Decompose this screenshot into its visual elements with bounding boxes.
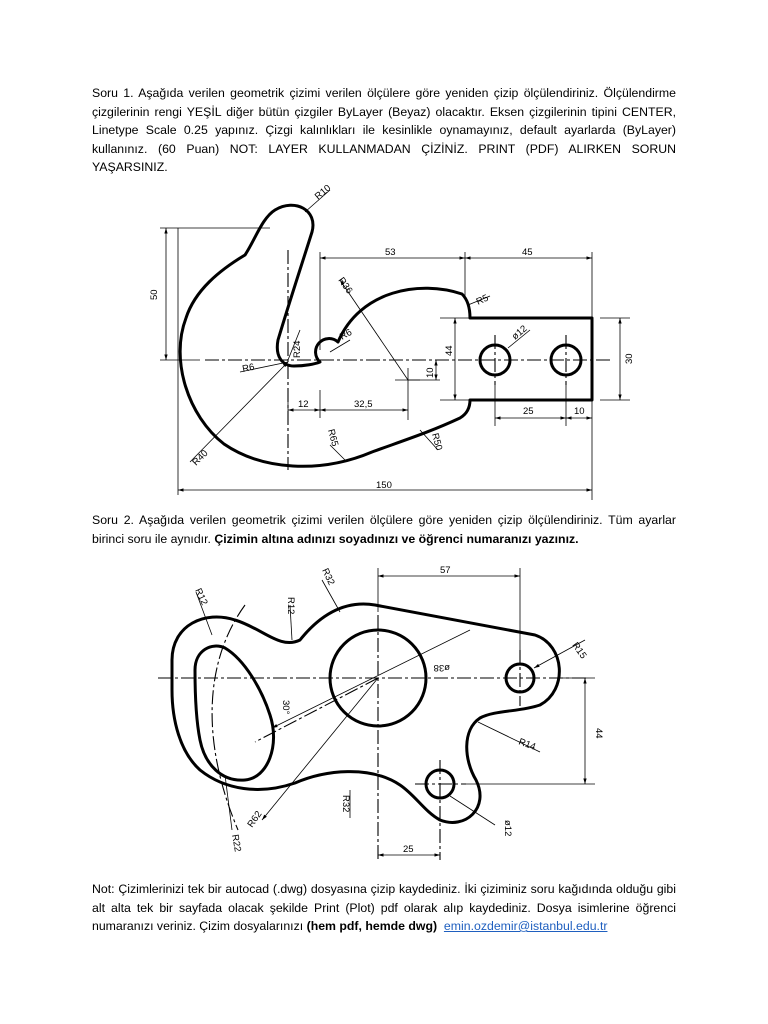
dim-r12-right: R12	[285, 597, 296, 615]
dim-44: 44	[444, 345, 455, 356]
dim-12: 12	[298, 399, 309, 410]
dim-r10: R10	[312, 182, 334, 203]
question-1-body: Soru 1. Aşağıda verilen geometrik çizimi verilen ölçülere göre yeniden çizip ölçülendiriniz. Ölçülendirme çizgilerinin rengi YEŞİL diğer bütün çizgiler ByLayer (Beyaz) olacaktır. Eksen çizgilerinin tipini CENTER, Linetype Scale 0.25 yapınız. Çizgi kalınlıkları ile kesinlikle oynamayınız, default ayarlarda (ByLayer) kullanınız. (60 Puan) NOT: LAYER KULLANMADAN ÇİZİNİZ. PRINT (PDF) ALIRKEN SORUN YAŞARSINIZ.	[92, 86, 676, 174]
angled-axis	[255, 678, 378, 742]
dim-25: 25	[523, 406, 534, 417]
note-body: Not: Çizimlerinizi tek bir autocad (.dwg) dosyasına çizip kaydediniz. İki çiziminiz soru kağıdında olduğu gibi alt alta tek bir sayfada olacak şekilde Print (Plot) pdf olarak alıp kaydediniz. Dosya isimlerine öğrenci numaranızı veriniz. Çizim dosyalarınızı	[92, 882, 676, 933]
note-text	[92, 880, 676, 936]
dim-dia38: ø38	[433, 662, 450, 673]
dim-r15: R15	[569, 640, 589, 662]
dim-r14: R14	[516, 736, 538, 753]
dim-r24: R24	[292, 340, 303, 358]
dim-44: 44	[593, 728, 604, 739]
dim-r50: R50	[429, 431, 445, 452]
dim-r6-left: R6	[241, 361, 256, 375]
leader-dia38	[272, 630, 470, 728]
leader-r40	[190, 362, 288, 462]
dim-30-deg: 30°	[280, 700, 291, 715]
email-link[interactable]: emin.ozdemir@istanbul.edu.tr	[443, 919, 608, 933]
dim-50: 50	[149, 289, 160, 300]
hook-outline	[180, 205, 592, 469]
dim-r6-right: R6	[338, 326, 355, 343]
dim-r62: R62	[245, 809, 265, 830]
dim-r40: R40	[190, 448, 211, 469]
arc-center-line	[212, 605, 245, 830]
part-2-outline	[172, 604, 559, 822]
dim-r5: R5	[474, 292, 491, 308]
leader-r22	[225, 775, 232, 830]
dim-r12-left: R12	[192, 586, 210, 608]
note-bold: (hem pdf, hemde dwg)	[306, 919, 438, 933]
drawing-1	[0, 170, 768, 510]
dim-53: 53	[385, 247, 396, 258]
dim-30: 30	[624, 353, 635, 364]
question-2-bold: Çizimin altına adınızı soyadınızı ve öğrenci numaranızı yazınız.	[214, 531, 579, 546]
dim-r32-top: R32	[319, 566, 337, 588]
dim-25: 25	[403, 844, 414, 855]
dim-dia12: ø12	[509, 323, 530, 343]
drawing-2	[0, 560, 768, 870]
dim-150: 150	[376, 480, 392, 491]
dim-r22: R22	[229, 833, 243, 853]
dim-r36: R36	[335, 275, 355, 297]
dim-45: 45	[522, 247, 533, 258]
dim-r32-bottom: R32	[340, 795, 351, 813]
dim-10: 10	[574, 406, 585, 417]
question-1-text	[92, 84, 676, 177]
leader-r6	[330, 340, 350, 352]
inner-slot	[195, 646, 274, 780]
leader-r65	[330, 445, 345, 460]
question-2-body: Soru 2. Aşağıda verilen geometrik çizimi verilen ölçülere göre yeniden çizip ölçülendiriniz. Tüm ayarlar birinci soru ile aynıdır.	[92, 513, 676, 546]
dim-10-vertical: 10	[425, 367, 436, 378]
dim-r65: R65	[325, 427, 341, 448]
dim-57: 57	[440, 565, 451, 576]
question-2-text	[92, 511, 676, 548]
dim-dia12: ø12	[502, 820, 513, 837]
leader-r62	[262, 678, 378, 820]
dim-32-5: 32,5	[354, 399, 373, 410]
